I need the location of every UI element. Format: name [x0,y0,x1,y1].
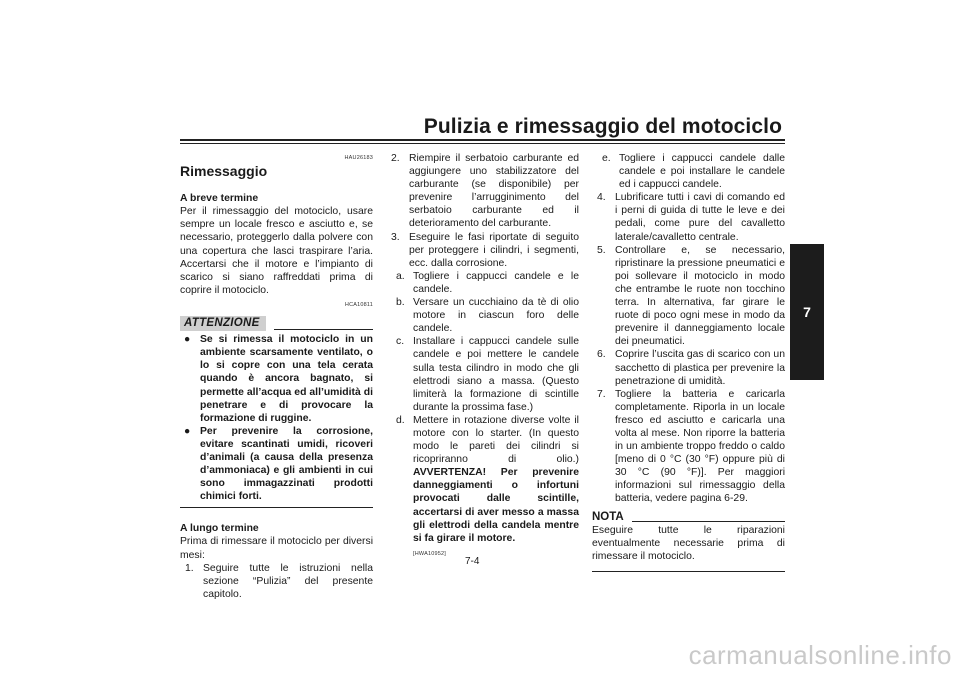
step-text: Lubrificare tutti i cavi di comando ed i perni di guida di tutte le leve e dei pedali, come pure del cavalletto laterale/cavalletto centrale. [615,192,785,243]
caution-bullet-text: Per prevenire la corrosione, evitare scantinati umidi, ricoveri d’animali (a causa della presenza d’ammoniaca) e gli ambienti in cui sono immagazzinati prodotti chimici forti. [200,425,373,503]
subheading-long-term: A lungo termine [180,523,259,535]
step-number: 5. [597,244,606,256]
step-item [592,244,785,349]
substep-item [386,414,579,561]
substep-letter: a. [396,270,405,282]
substep-item [592,152,785,191]
substep-text: Versare un cucchiaino da tè di olio motore in ciascun foro delle candele. [413,297,579,335]
step-item [592,348,785,387]
substep-d-text: Mettere in rotazione diverse volte il motore con lo starter. (In questo modo le pareti dei cilindri si ricopriranno di olio.) [413,414,579,466]
substep-letter: e. [602,153,611,164]
caution-header [180,316,373,331]
substep-letter: d. [396,414,405,426]
step-text: Controllare e, se necessario, ripristinare la pressione pneumatici e poi sollevare il motociclo in modo che entrambe le ruote non tocchino terra. In alternativa, far girare le ruote di poco ogni mese in modo da prevenire il danneggiamento locale dei pneumatici. [615,244,785,348]
bullet-icon: ● [184,334,191,346]
page-number: 7-4 [465,556,480,567]
substep-item [386,270,579,296]
step-number: 1. [185,562,194,574]
substep-text: Installare i cappucci candele sulle candele e poi mettere le candele sulla testa cilindro in modo che gli elettrodi siano a massa. (Questo limiterà la formazione di scintille durante la prossima fase.) [413,336,579,413]
step-number: 7. [597,388,606,400]
step-text: Eseguire le fasi riportate di seguito per proteggere i cilindri, i segmenti, ecc. dalla corrosione. [409,231,579,269]
caution-label: ATTENZIONE [180,316,266,331]
note-label: NOTA [592,510,624,523]
step-number: 2. [391,153,400,164]
step-text: Riempire il serbatoio carburante ed aggiungere uno stabilizzatore del carburante (se disponibile) per prevenire l’arrugginimento del serbatoio carburante ed il deterioramento del carburante. [409,153,579,230]
column-1 [180,152,373,601]
bullet-icon: ● [184,425,191,437]
column-2 [386,152,579,561]
section-code: HAU26183 [344,155,373,161]
caution-code: HCA10811 [344,301,373,308]
paragraph-short-term: Per il rimessaggio del motociclo, usare sempre un locale fresco e asciutto e, se necessario, proteggerlo dalla polvere con una copertura che lasci traspirare l’aria. Accertarsi che il motore e l’impianto di scarico si siano raffreddati prima di coprire il motociclo. [180,206,373,296]
step-item [386,231,579,270]
caution-bullet-text: Se si rimessa il motociclo in un ambiente scarsamente ventilato, o lo si copre con una tela cerata quando è ancora bagnato, si permette all’acqua ed all’umidità di penetrare e di provocare la formazione di ruggine. [200,334,373,424]
substep-item [386,335,579,414]
chapter-tab: 7 [790,244,824,380]
page-header-title: Pulizia e rimessaggio del motociclo [423,115,782,138]
paragraph-long-term: Prima di rimessare il motociclo per diversi mesi: [180,536,373,561]
warning-text: Per prevenire danneggiamenti o infortuni provocati dalle scintille, accertarsi di aver messo a massa gli elettrodi della candela mentre si fa girare il motore. [413,467,579,544]
caution-bullet [180,425,373,504]
warning-code: [HWA10952] [413,550,446,557]
section-title: Rimessaggio [180,163,268,180]
substep-letter: b. [396,297,405,309]
step-item [180,562,373,601]
substep-item [386,296,579,335]
substep-text: Togliere i cappucci candele dalle candele e poi installare le candele ed i cappucci candele. [619,153,785,191]
step-number: 6. [597,349,606,361]
column-3 [592,152,785,572]
note-text: Eseguire tutte le riparazioni eventualmente necessarie prima di rimessare il motociclo. [592,524,785,572]
substep-text [413,414,579,561]
warning-label: AVVERTENZA! [413,467,487,479]
note-rule [632,521,785,522]
header-rule-thin [180,143,785,144]
caution-bullet [180,333,373,425]
step-number: 4. [597,192,606,204]
step-item [592,388,785,506]
watermark: carmanualsonline.info [688,640,952,670]
note-header [592,511,785,524]
caution-box [180,331,373,508]
caution-rule [274,329,373,330]
step-text: Coprire l’uscita gas di scarico con un sacchetto di plastica per prevenire la penetrazione di umidità. [615,349,785,387]
step-text: Seguire tutte le istruzioni nella sezione “Pulizia” del presente capitolo. [203,562,373,600]
step-item [386,152,579,231]
substep-text: Togliere i cappucci candele e le candele. [413,270,579,295]
subheading-short-term: A breve termine [180,193,259,205]
header-rule [180,139,785,141]
substep-letter: c. [396,336,405,348]
step-number: 3. [391,231,400,243]
step-text: Togliere la batteria e caricarla completamente. Riporla in un locale fresco ed asciutto e caricarla una volta al mese. Non riporre la batteria in un ambiente troppo freddo o caldo [meno di 0 °C (30 °F) oppure più di 30 °C (90 °F)]. Per maggiori informazioni sul rimessaggio della batteria, vedere pagina 6-29. [615,388,785,505]
step-item [592,191,785,243]
